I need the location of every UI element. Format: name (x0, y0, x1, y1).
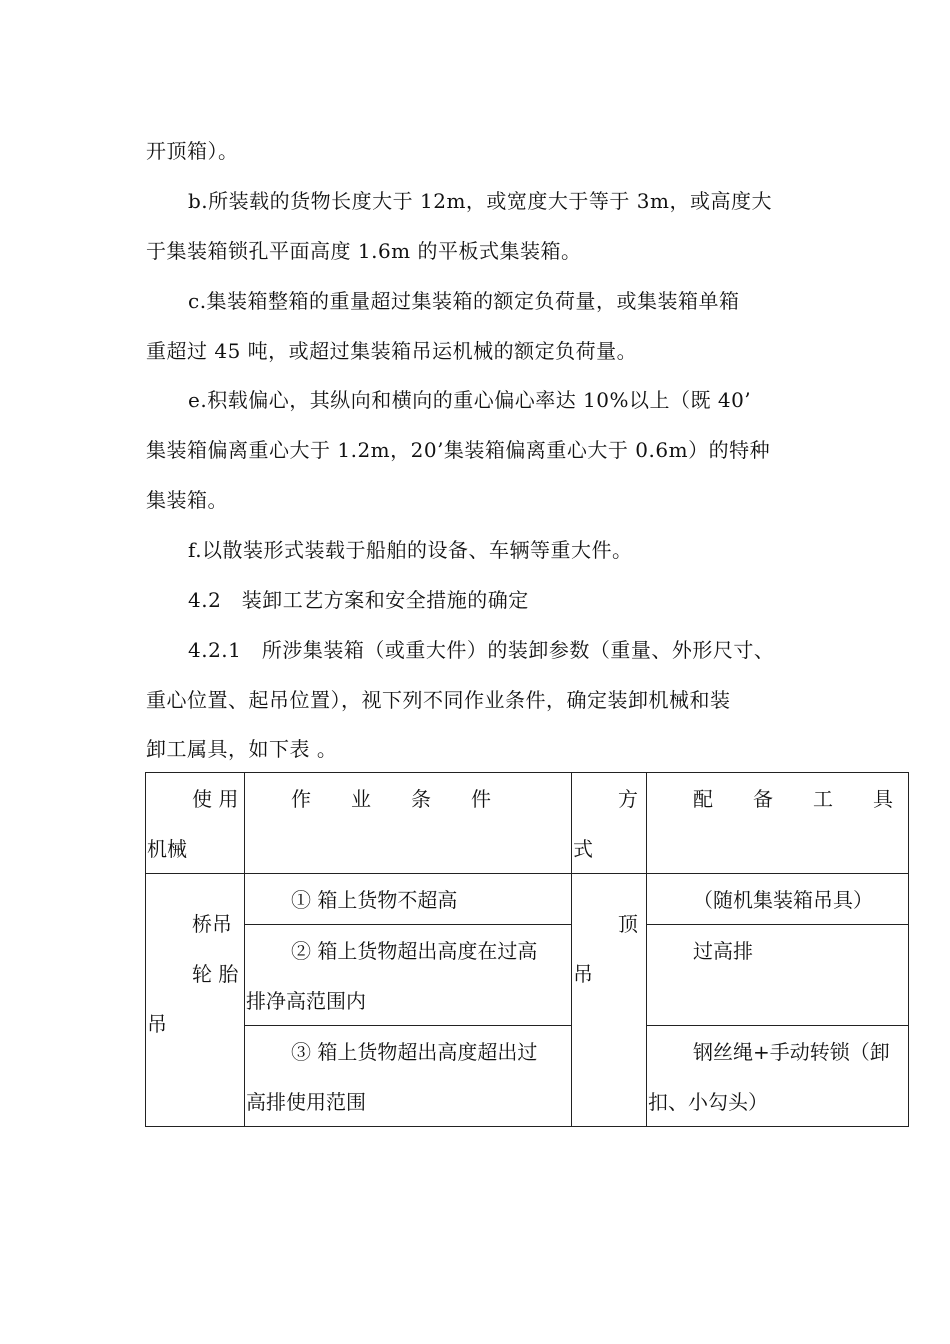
header-machine-label: 使 用 (192, 787, 239, 811)
equipment-table (145, 772, 909, 1127)
header-machine-label: 机械 (147, 837, 187, 861)
machine-label: 桥吊 (192, 912, 232, 936)
paragraph-line: 集装箱。 (146, 488, 228, 512)
paragraph-line: 开顶箱）。 (146, 139, 239, 163)
section-heading: 4.2 装卸工艺方案和安全措施的确定 (188, 588, 529, 612)
machine-label: 轮 胎 (192, 962, 239, 986)
tools-cell (647, 925, 909, 1026)
tools-cell (647, 1026, 909, 1127)
header-condition-label: 作 业 条 件 (291, 787, 491, 811)
header-condition-cell (245, 773, 572, 874)
machine-label: 吊 (147, 1012, 167, 1036)
table-header-row (146, 773, 909, 874)
condition-text: ② 箱上货物超出高度在过高 (291, 939, 538, 963)
condition-text: ③ 箱上货物超出高度超出过 (291, 1040, 538, 1064)
method-cell (572, 874, 647, 1127)
paragraph-line: 重超过 45 吨，或超过集装箱吊运机械的额定负荷量。 (146, 339, 638, 363)
paragraph-line: 于集装箱锁孔平面高度 1.6m 的平板式集装箱。 (146, 239, 582, 263)
method-label: 吊 (573, 962, 593, 986)
paragraph-line: 集装箱偏离重心大于 1.2m，20’集装箱偏离重心大于 0.6m）的特种 (146, 438, 771, 462)
paragraph-line: e.积载偏心，其纵向和横向的重心偏心率达 10%以上（既 40’ (188, 388, 752, 412)
header-method-label: 方 (618, 787, 638, 811)
condition-text: ① 箱上货物不超高 (291, 888, 458, 912)
header-method-cell (572, 773, 647, 874)
paragraph-line: b.所装载的货物长度大于 12m，或宽度大于等于 3m，或高度大 (188, 189, 772, 213)
condition-cell (245, 874, 572, 925)
machine-cell (146, 874, 245, 1127)
tools-cell (647, 874, 909, 925)
table-row (146, 1026, 909, 1127)
header-tools-cell (647, 773, 909, 874)
condition-cell (245, 1026, 572, 1127)
table-row (146, 874, 909, 925)
paragraph-line: f.以散装形式装载于船舶的设备、车辆等重大件。 (188, 538, 633, 562)
condition-text: 高排使用范围 (246, 1090, 366, 1114)
tools-text: （随机集装箱吊具） (693, 888, 873, 912)
tools-text: 扣、小勾头） (648, 1090, 768, 1114)
tools-text: 过高排 (693, 939, 753, 963)
header-machine-cell (146, 773, 245, 874)
paragraph-line: 卸工属具，如下表 。 (146, 737, 338, 761)
header-method-label: 式 (573, 837, 593, 861)
condition-cell (245, 925, 572, 1026)
subsection-heading: 4.2.1 所涉集装箱（或重大件）的装卸参数（重量、外形尺寸、 (188, 638, 775, 662)
method-label: 顶 (618, 912, 638, 936)
condition-text: 排净高范围内 (246, 989, 366, 1013)
tools-text: 钢丝绳+手动转锁（卸 (693, 1040, 890, 1064)
table-row (146, 925, 909, 1026)
paragraph-line: c.集装箱整箱的重量超过集装箱的额定负荷量，或集装箱单箱 (188, 289, 740, 313)
header-tools-label: 配 备 工 具 (693, 787, 893, 811)
paragraph-line: 重心位置、起吊位置），视下列不同作业条件，确定装卸机械和装 (146, 688, 731, 712)
